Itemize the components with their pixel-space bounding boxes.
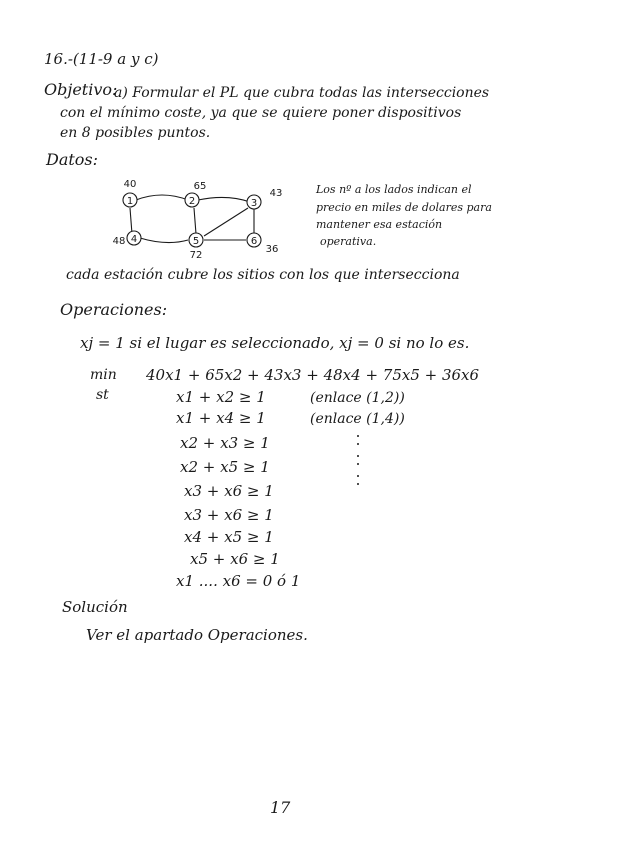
coverage-note: cada estación cubre los sitios con los que intersecciona	[66, 267, 460, 283]
variable-definition: xj = 1 si el lugar es seleccionado, xj = 0 si no lo es.	[80, 334, 470, 352]
node-6-label: 6	[250, 236, 258, 247]
constraint-2: x1 + x4 ≥ 1	[176, 409, 266, 427]
variable-domain: x1 .... x6 = 0 ó 1	[176, 572, 301, 590]
station-graph	[112, 178, 292, 258]
continuation-dots	[355, 432, 361, 488]
min-label: min	[90, 367, 117, 383]
objective-line-3: en 8 posibles puntos.	[60, 125, 211, 141]
node-2-label: 2	[188, 196, 196, 207]
st-label: st	[96, 387, 109, 403]
constraint-3: x2 + x3 ≥ 1	[180, 434, 270, 452]
graph-note-line-4: operativa.	[320, 235, 377, 248]
solution-heading: Solución	[62, 598, 128, 616]
graph-note-line-3: mantener esa estación	[316, 218, 443, 231]
node-5-cost: 72	[189, 250, 203, 258]
page-number: 17	[270, 798, 291, 817]
edge-2-3	[198, 197, 250, 202]
node-2-cost: 65	[193, 181, 207, 192]
edge-3-5	[204, 208, 248, 236]
constraint-8: x5 + x6 ≥ 1	[190, 550, 280, 568]
objective-line-2: con el mínimo coste, ya que se quiere poner dispositivos	[60, 105, 462, 121]
graph-note-line-2: precio en miles de dolares para	[316, 201, 492, 214]
edge-1-2	[136, 195, 188, 200]
constraint-1: x1 + x2 ≥ 1	[176, 388, 266, 406]
edge-4-5	[140, 238, 188, 243]
node-3-label: 3	[250, 198, 258, 209]
node-6-cost: 36	[265, 244, 279, 255]
problem-number: 16.-(11-9 a y c)	[44, 50, 159, 68]
constraint-1-note: (enlace (1,2))	[310, 390, 405, 406]
constraint-7: x4 + x5 ≥ 1	[184, 528, 274, 546]
node-4-label: 4	[130, 234, 138, 245]
constraint-5: x3 + x6 ≥ 1	[184, 482, 274, 500]
node-4-cost: 48	[112, 236, 126, 247]
node-1-cost: 40	[123, 179, 137, 190]
objective-heading: Objetivo:	[44, 80, 118, 99]
objective-function: 40x1 + 65x2 + 43x3 + 48x4 + 75x5 + 36x6	[146, 366, 480, 384]
operations-heading: Operaciones:	[60, 300, 168, 319]
node-1-label: 1	[126, 196, 134, 207]
data-heading: Datos:	[46, 150, 99, 169]
node-5-label: 5	[192, 236, 200, 247]
constraint-4: x2 + x5 ≥ 1	[180, 458, 270, 476]
objective-line-1: a) Formular el PL que cubra todas las intersecciones	[114, 85, 490, 101]
solution-text: Ver el apartado Operaciones.	[86, 626, 308, 644]
constraint-2-note: (enlace (1,4))	[310, 411, 405, 427]
edge-1-4	[130, 208, 132, 234]
edge-2-5	[194, 208, 196, 234]
node-3-cost: 43	[269, 188, 283, 199]
constraint-6: x3 + x6 ≥ 1	[184, 506, 274, 524]
graph-note-line-1: Los nº a los lados indican el	[316, 183, 472, 196]
